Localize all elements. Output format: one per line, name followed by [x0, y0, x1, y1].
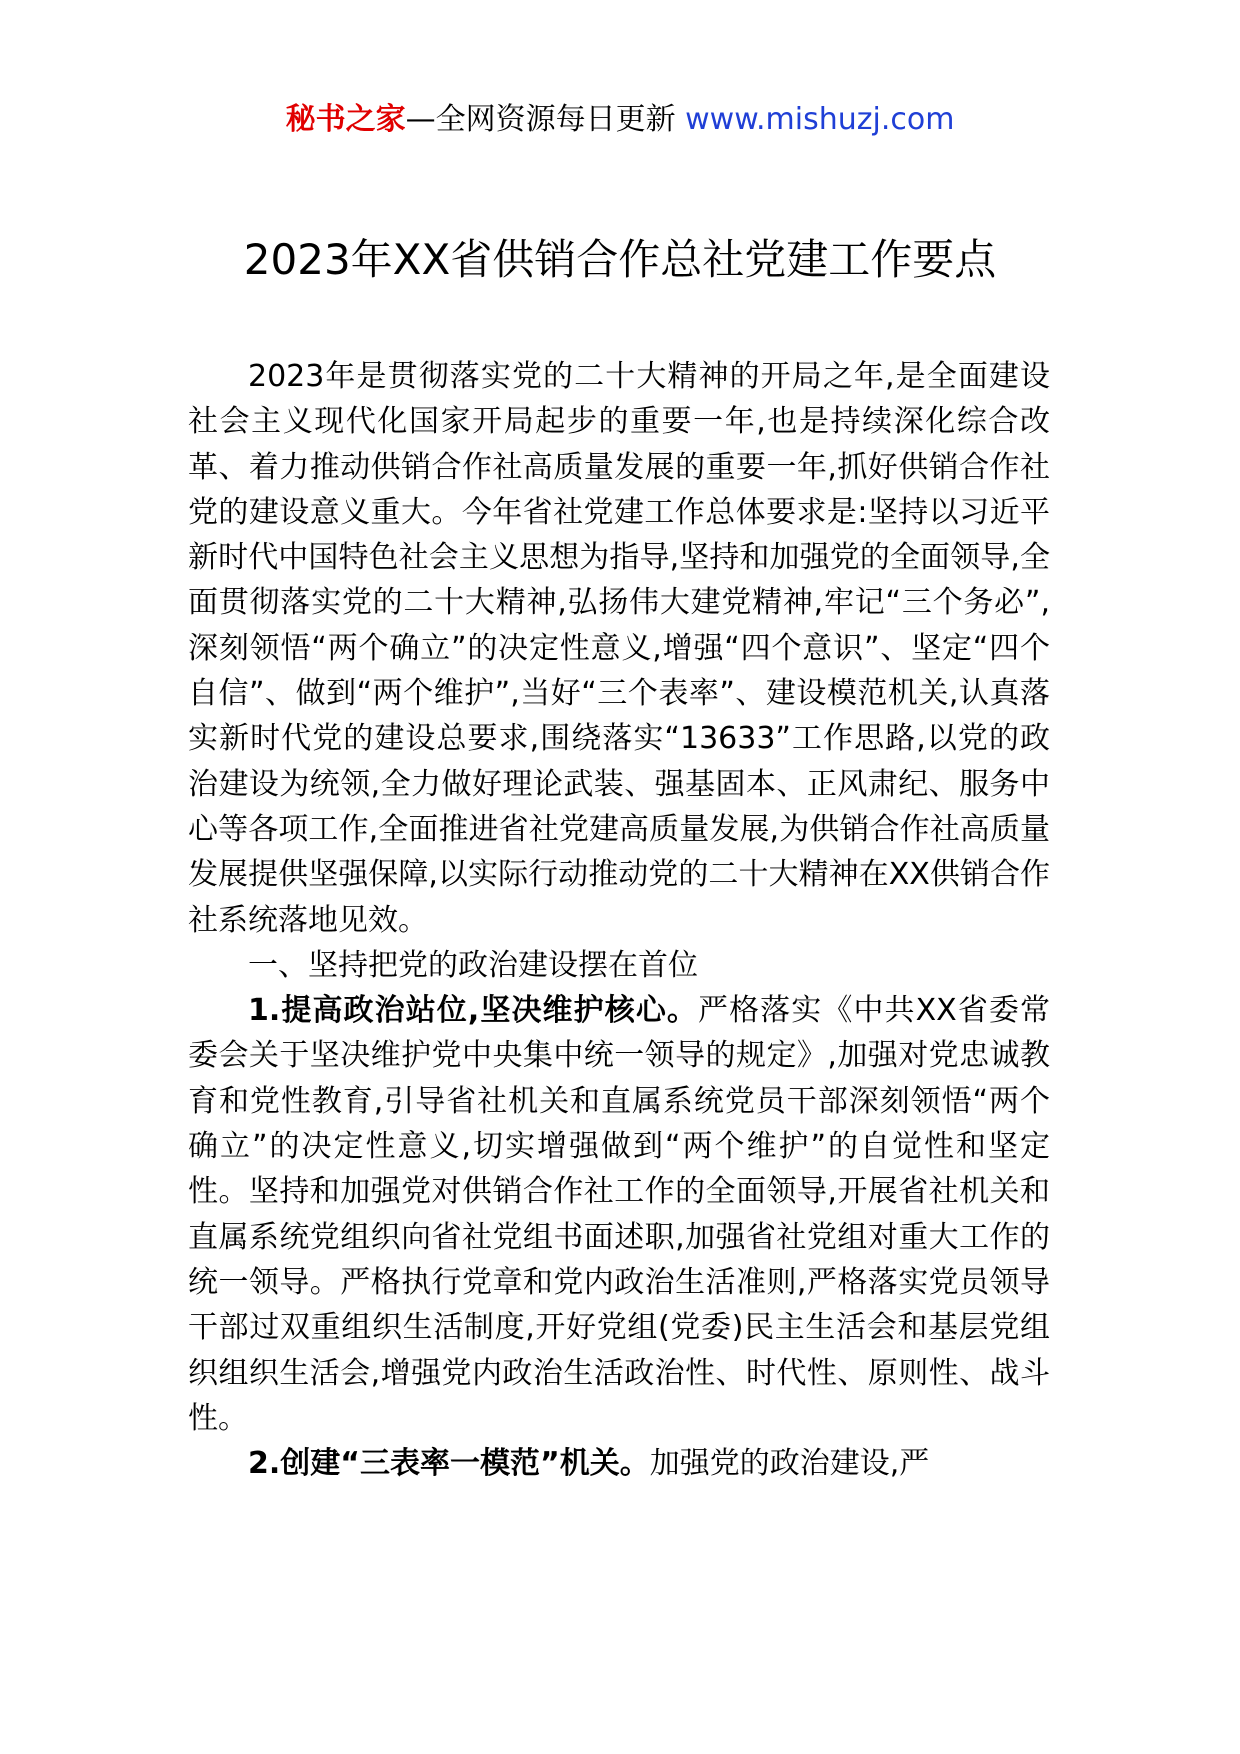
intro-paragraph: 2023年是贯彻落实党的二十大精神的开局之年,是全面建设社会主义现代化国家开局起步的重要一年,也是持续深化综合改革、着力推动供销合作社高质量发展的重要一年,抓好供销合作社党的建设意义重大。今年省社党建工作总体要求是:坚持以习近平新时代中国特色社会主义思想为指导,坚持和加强党的全面领导,全面贯彻落实党的二十大精神,弘扬伟大建党精神,牢记“三个务必”,深刻领悟“两个确立”的决定性意义,增强“四个意识”、坚定“四个自信”、做到“两个维护”,当好“三个表率”、建设模范机关,认真落实新时代党的建设总要求,围绕落实“13633”工作思路,以党的政治建设为统领,全力做好理论武装、强基固本、正风肃纪、服务中心等各项工作,全面推进省社党建高质量发展,为供销合作社高质量发展提供坚强保障,以实际行动推动党的二十大精神在XX供销合作社系统落地见效。 [188, 359, 1050, 938]
item-1-text: 严格落实《中共XX省委常委会关于坚决维护党中央集中统一领导的规定》,加强对党忠诚教育和党性教育,引导省社机关和直属系统党员干部深刻领悟“两个确立”的决定性意义,切实增强做到“两个维护”的自觉性和坚定性。坚持和加强党对供销合作社工作的全面领导,开展省社机关和直属系统党组织向省社党组书面述职,加强省社党组对重大工作的统一领导。严格执行党章和党内政治生活准则,严格落实党员领导干部过双重组织生活制度,开好党组(党委)民主生活会和基层党组织组织生活会,增强党内政治生活政治性、时代性、原则性、战斗性。 [188, 993, 1050, 1436]
site-url-link[interactable]: www.mishuzj.com [685, 102, 955, 137]
item-2-lead: 2.创建“三表率一模范”机关。 [248, 1446, 650, 1482]
item-1-paragraph [188, 988, 1050, 1441]
item-2-paragraph [188, 1441, 1050, 1486]
brand-name: 秘书之家 [285, 102, 406, 137]
document-title: 2023年XX省供销合作总社党建工作要点 [243, 235, 997, 284]
document-body [188, 354, 1050, 1486]
item-1-lead: 1.提高政治站位,坚决维护核心。 [248, 993, 698, 1029]
site-banner [0, 100, 1240, 140]
section-heading: 一、坚持把党的政治建设摆在首位 [248, 947, 698, 983]
item-2-text: 加强党的政治建设,严 [649, 1446, 930, 1482]
banner-tagline: —全网资源每日更新 [405, 102, 686, 137]
